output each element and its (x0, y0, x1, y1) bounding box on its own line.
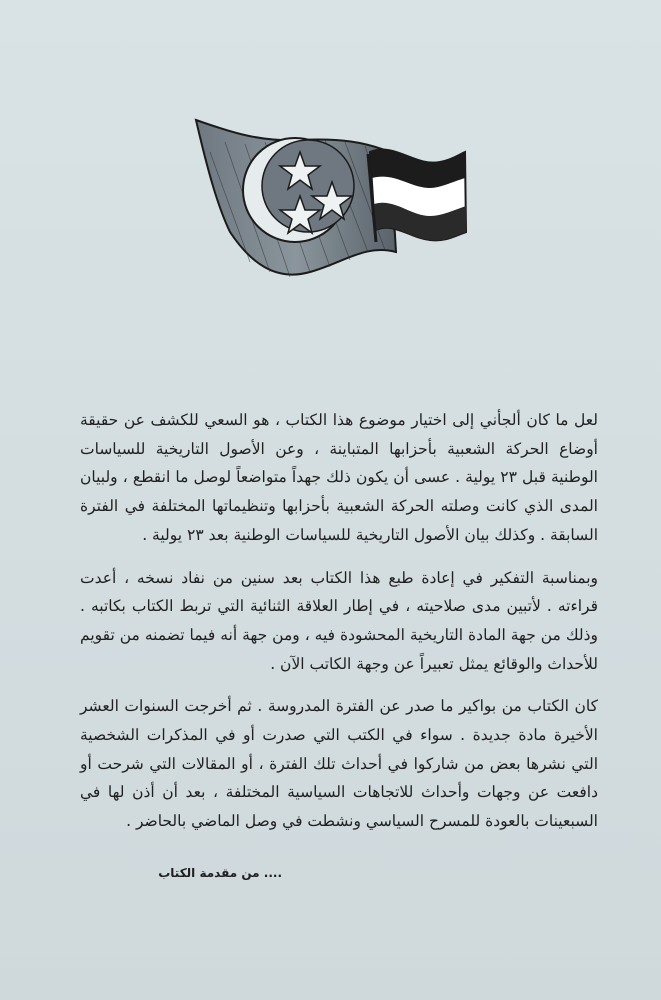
introduction-text (80, 406, 598, 850)
paragraph-1: لعل ما كان ألجأني إلى اختيار موضوع هذا الكتاب ، هو السعي للكشف عن حقيقة أوضاع الحركة الشعبية بأحزابها المتباينة ، وعن الأصول التاريخية للسياسات الوطنية قبل ٢٣ يولية . عسى أن يكون ذلك جهداً متواضعاً لوصل ما انقطع ، ولبيان المدى الذي كانت وصلته الحركة الشعبية بأحزابها وتنظيماتها المختلفة في الفترة السابقة . وكذلك بيان الأصول التاريخية للسياسات الوطنية بعد ٢٣ يولية . (80, 411, 598, 544)
source-attribution: .... من مقدمة الكتاب (158, 866, 282, 880)
flag-crescent-three-stars-icon (190, 112, 470, 292)
paragraph-2: وبمناسبة التفكير في إعادة طبع هذا الكتاب بعد سنين من نفاد نسخه ، أعدت قراءته . لأتبين مدى صلاحيته ، في إطار العلاقة الثنائية التي تربط الكتاب بكاتبه . وذلك من جهة المادة التاريخية المحشودة فيه ، ومن جهة أنه فيما تضمنه من تقويم للأحداث والوقائع يمثل تعبيراً عن وجهة الكاتب الآن . (80, 568, 598, 673)
paragraph-3: كان الكتاب من بواكير ما صدر عن الفترة المدروسة . ثم أخرجت السنوات العشر الأخيرة مادة جديدة . سواء في الكتب التي صدرت أو في المذكرات الشخصية التي نشرها بعض من شاركوا في أحداث تلك الفترة ، أو المقالات التي شرحت أو دافعت عن وجهات وأحداث للاتجاهات السياسية المختلفة ، بعد أن أذن لها في السبعينات بالعودة للمسرح السياسي ونشطت في وصل الماضي بالحاضر . (80, 697, 598, 831)
